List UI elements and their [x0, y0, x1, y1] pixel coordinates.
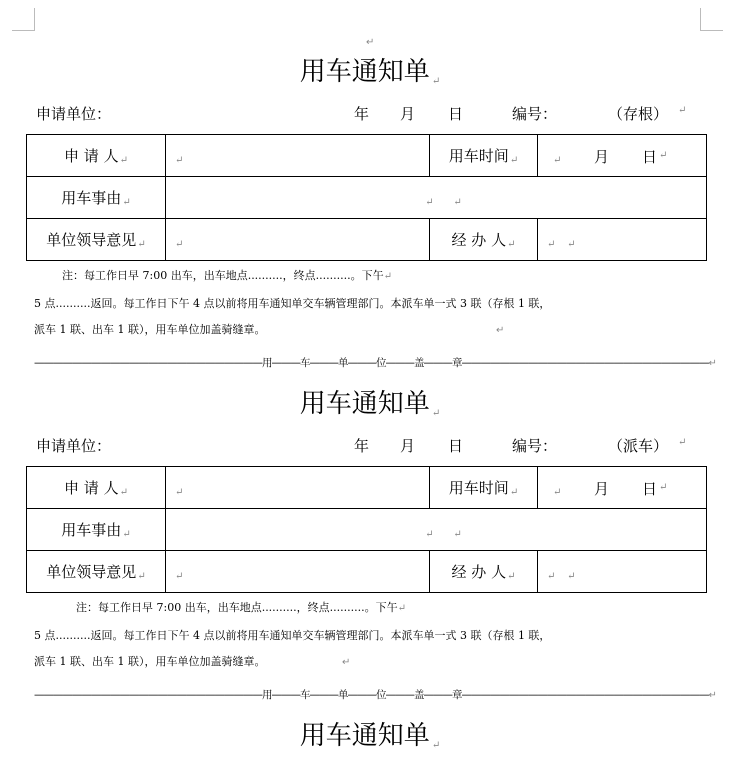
applicant-value-cell[interactable] — [166, 135, 430, 177]
slip-1-seal-line — [34, 356, 716, 370]
applicant-label: 申 请 人 — [64, 147, 119, 165]
row-end-mark: ↵ — [553, 154, 562, 166]
note-text: 派车 1 联、出车 1 联），用车单位加盖骑缝章。 — [34, 323, 266, 336]
row-end-mark: ↵ — [553, 486, 562, 498]
use-time-label: 用车时间 — [448, 147, 509, 165]
copy-type-label: （派车） — [608, 437, 669, 455]
paragraph-mark: ↵ — [397, 603, 407, 614]
table-row — [27, 551, 707, 593]
paragraph-mark: ↵ — [431, 76, 441, 87]
paragraph-mark: ↵ — [425, 528, 434, 540]
date-day: 日 — [448, 437, 464, 455]
slip-title-text: 用车通知单 — [299, 57, 430, 87]
paragraph-mark: ↵ — [496, 325, 505, 336]
row-end-mark: ↵ — [567, 238, 576, 250]
paragraph-mark: ↵ — [122, 529, 131, 540]
note-text: 派车 1 联、出车 1 联），用车单位加盖骑缝章。 — [34, 655, 266, 668]
slip-2-seal-line — [34, 688, 716, 702]
use-time-day: 日 — [642, 148, 658, 166]
applicant-label-cell — [27, 467, 166, 509]
seal-line-text: ————————————————————————用———车———单———位———盖———章—————————————————————————— — [34, 357, 709, 369]
applicant-label: 申 请 人 — [64, 479, 119, 497]
paragraph-mark: ↵ — [659, 150, 668, 161]
note-text: 注：每工作日早 7:00 出车，出车地点..........，终点..........。下午 — [76, 601, 398, 614]
row-end-mark: ↵ — [453, 528, 462, 540]
leader-value-cell[interactable] — [166, 551, 430, 593]
handler-label: 经 办 人 — [451, 563, 507, 581]
slip-2-note-line-3 — [34, 654, 265, 670]
slip-1-title — [0, 56, 740, 88]
reason-label: 用车事由 — [61, 521, 122, 539]
paragraph-mark: ↵ — [425, 196, 434, 208]
note-text: 注：每工作日早 7:00 出车，出车地点..........，终点..........。下午 — [62, 269, 384, 282]
slip-1-note-line-2 — [34, 296, 550, 312]
table-row — [27, 219, 707, 261]
reason-label-cell — [27, 509, 166, 551]
paragraph-mark: ↵ — [431, 740, 441, 751]
paragraph-mark: ↵ — [659, 482, 668, 493]
paragraph-mark: ↵ — [119, 487, 128, 498]
use-time-label-cell — [430, 467, 538, 509]
paragraph-mark: ↵ — [175, 486, 184, 498]
paragraph-mark: ↵ — [507, 239, 516, 250]
table-row — [27, 135, 707, 177]
applicant-label-cell — [27, 135, 166, 177]
date-year: 年 — [354, 105, 370, 123]
handler-value-cell[interactable] — [538, 219, 707, 261]
copy-type-label: （存根） — [608, 105, 669, 123]
slip-1-form-table — [26, 134, 707, 261]
paragraph-mark: ↵ — [509, 487, 519, 498]
slip-2-info-line — [0, 434, 740, 458]
reason-label-cell — [27, 177, 166, 219]
reason-value-cell[interactable] — [166, 177, 707, 219]
handler-label: 经 办 人 — [451, 231, 507, 249]
number-label: 编号： — [512, 105, 558, 123]
table-row — [27, 177, 707, 219]
paragraph-mark: ↵ — [678, 105, 687, 116]
paragraph-mark: ↵ — [175, 154, 184, 166]
reason-value-cell[interactable] — [166, 509, 707, 551]
paragraph-mark: ↵ — [431, 408, 441, 419]
number-label: 编号： — [512, 437, 558, 455]
paragraph-mark: ↵ — [119, 155, 128, 166]
handler-label-cell — [430, 551, 538, 593]
use-time-month: 月 — [594, 148, 610, 166]
handler-value-cell[interactable] — [538, 551, 707, 593]
use-time-month: 月 — [594, 480, 610, 498]
use-time-value-cell[interactable] — [538, 467, 707, 509]
paragraph-mark: ↵ — [175, 238, 184, 250]
table-row — [27, 509, 707, 551]
applicant-value-cell[interactable] — [166, 467, 430, 509]
use-time-label-cell — [430, 135, 538, 177]
date-year: 年 — [354, 437, 370, 455]
reason-label: 用车事由 — [61, 189, 122, 207]
applicant-unit-label: 申请单位： — [36, 105, 112, 123]
paragraph-mark: ↵ — [342, 657, 351, 668]
paragraph-mark: ↵ — [122, 197, 131, 208]
paragraph-mark: ↵ — [509, 155, 519, 166]
seal-line-text: ————————————————————————用———车———单———位———盖———章—————————————————————————— — [34, 689, 709, 701]
note-text: 5 点..........返回。每工作日下午 4 点以前将用车通知单交车辆管理部门。本派车单一式 3 联（存根 1 联， — [34, 629, 551, 642]
date-month: 月 — [400, 105, 416, 123]
slip-1-note-line-3 — [34, 322, 265, 338]
paragraph-mark: ↵ — [708, 358, 716, 369]
paragraph-mark: ↵ — [137, 239, 146, 250]
use-time-day: 日 — [642, 480, 658, 498]
use-time-value-cell[interactable] — [538, 135, 707, 177]
slip-2-form-table — [26, 466, 707, 593]
slip-2-note-line-1 — [76, 600, 406, 616]
leader-opinion-label: 单位领导意见 — [46, 231, 137, 249]
paragraph-mark: ↵ — [175, 570, 184, 582]
use-time-label: 用车时间 — [448, 479, 509, 497]
slip-2-note-line-2 — [34, 628, 550, 644]
handler-label-cell — [430, 219, 538, 261]
note-text: 5 点..........返回。每工作日下午 4 点以前将用车通知单交车辆管理部门。本派车单一式 3 联（存根 1 联， — [34, 297, 551, 310]
crop-mark-top-left — [12, 8, 35, 31]
row-end-mark: ↵ — [453, 196, 462, 208]
paragraph-mark: ↵ — [137, 571, 146, 582]
slip-1-note-line-1 — [62, 268, 392, 284]
applicant-unit-label: 申请单位： — [36, 437, 112, 455]
slip-2-title — [0, 388, 740, 420]
leader-value-cell[interactable] — [166, 219, 430, 261]
date-month: 月 — [400, 437, 416, 455]
row-end-mark: ↵ — [567, 570, 576, 582]
crop-mark-top-right — [700, 8, 723, 31]
paragraph-mark: ↵ — [708, 690, 716, 701]
date-day: 日 — [448, 105, 464, 123]
paragraph-mark: ↵ — [383, 271, 393, 282]
paragraph-mark: ↵ — [547, 238, 556, 250]
table-row — [27, 467, 707, 509]
leader-label-cell — [27, 551, 166, 593]
paragraph-mark: ↵ — [547, 570, 556, 582]
paragraph-mark: ↵ — [366, 37, 375, 48]
slip-title-text: 用车通知单 — [299, 721, 430, 751]
slip-title-text: 用车通知单 — [299, 389, 430, 419]
paragraph-mark: ↵ — [678, 437, 687, 448]
slip-3-title — [0, 720, 740, 752]
leader-label-cell — [27, 219, 166, 261]
leader-opinion-label: 单位领导意见 — [46, 563, 137, 581]
paragraph-mark: ↵ — [507, 571, 516, 582]
slip-1-info-line — [0, 102, 740, 126]
